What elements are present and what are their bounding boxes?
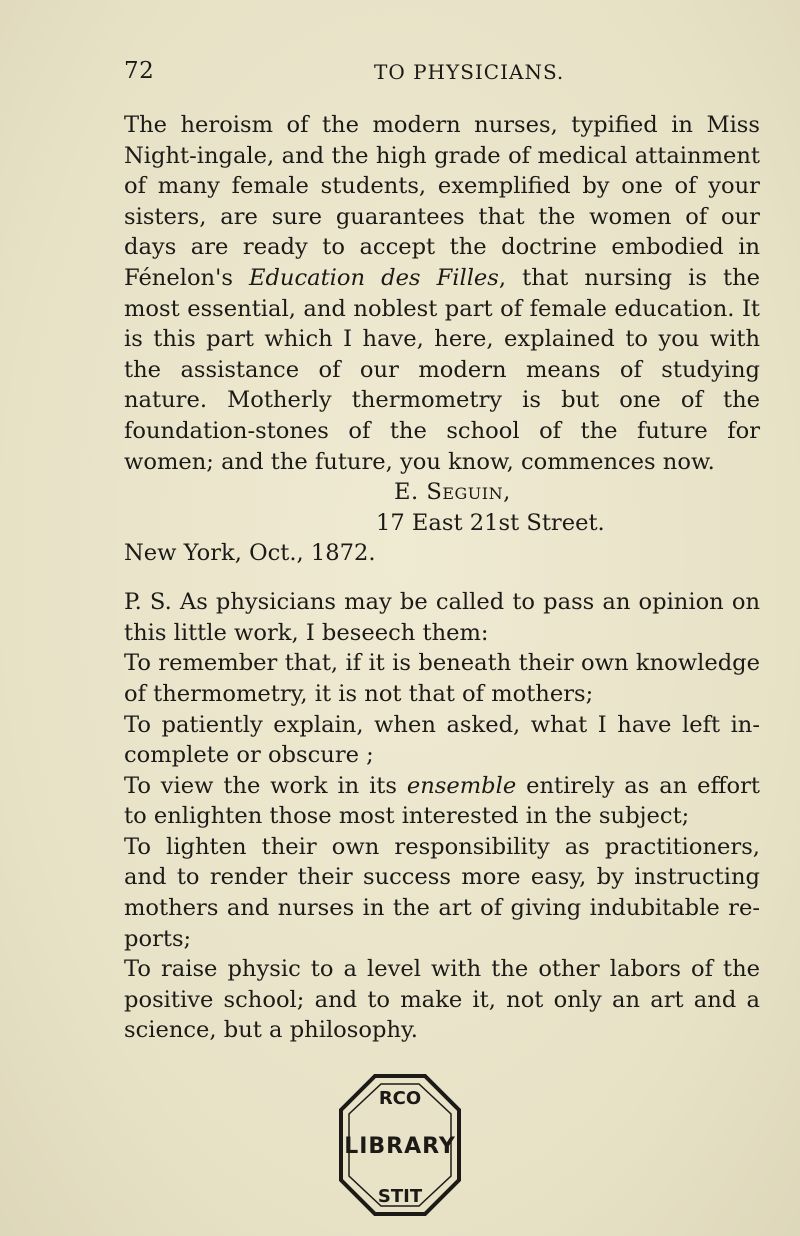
postscript-item-2: To patiently explain, when asked, what I have left in-complete or obscure ; — [124, 711, 760, 769]
stamp-library-label: LIBRARY — [344, 1134, 456, 1159]
author-address: 17 East 21st Street. — [376, 510, 605, 537]
place-and-date: New York, Oct., 1872. — [124, 540, 376, 567]
postscript-item-5: To raise physic to a level with the other labors of the positive school; and to make it, not only an art and a science, but a philosophy. — [124, 956, 760, 1044]
stamp-bottom-text: STIT — [377, 1186, 423, 1207]
page-number: 72 — [124, 58, 155, 84]
postscript-item-1: To remember that, if it is beneath their own knowledge of thermometry, it is not that of mothers; — [124, 650, 760, 707]
running-title: TO PHYSICIANS. — [374, 60, 565, 84]
page-header — [124, 58, 750, 88]
page-body — [124, 110, 760, 1046]
ensemble-italic: ensemble — [406, 772, 517, 799]
library-stamp — [335, 1070, 465, 1220]
main-paragraph — [124, 110, 760, 477]
main-paragraph-text-2: , that nursing is the most essential, and noblest part of female education. It is this part which I have, here, explained to you with the assistance of our modern means of studying nature. Motherly thermometry is but one of the foundation-stones of the school of the future for women; and the future, you know, commences now. — [124, 264, 760, 475]
book-title-italic: Education des Filles — [248, 264, 499, 291]
signature-block — [124, 477, 760, 569]
author-name: E. Seguin, — [394, 479, 511, 506]
postscript-item-3-text-1: To view the work in its — [124, 772, 407, 799]
postscript — [124, 587, 760, 1046]
postscript-intro: P. S. As physicians may be called to pass an opinion on this little work, I beseech them: — [124, 589, 760, 646]
stamp-top-text: RCO — [378, 1088, 422, 1109]
postscript-item-4: To lighten their own responsibility as practitioners, and to render their success more easy, by instructing mothers and nurses in the art of giving indubitable re-ports; — [124, 833, 760, 952]
postscript-item-3 — [124, 771, 760, 832]
postscript-item-3-text-2: entirely as an effort to enlighten those most interested in the subject; — [124, 772, 761, 830]
main-paragraph-text-1: The heroism of the modern nurses, typified in Miss Night-ingale, and the high grade of medical attainment of many female students, exemplified by one of your sisters, are sure guarantees that the women of our days are ready to accept the doctrine embodied in Fénelon's — [124, 112, 760, 291]
